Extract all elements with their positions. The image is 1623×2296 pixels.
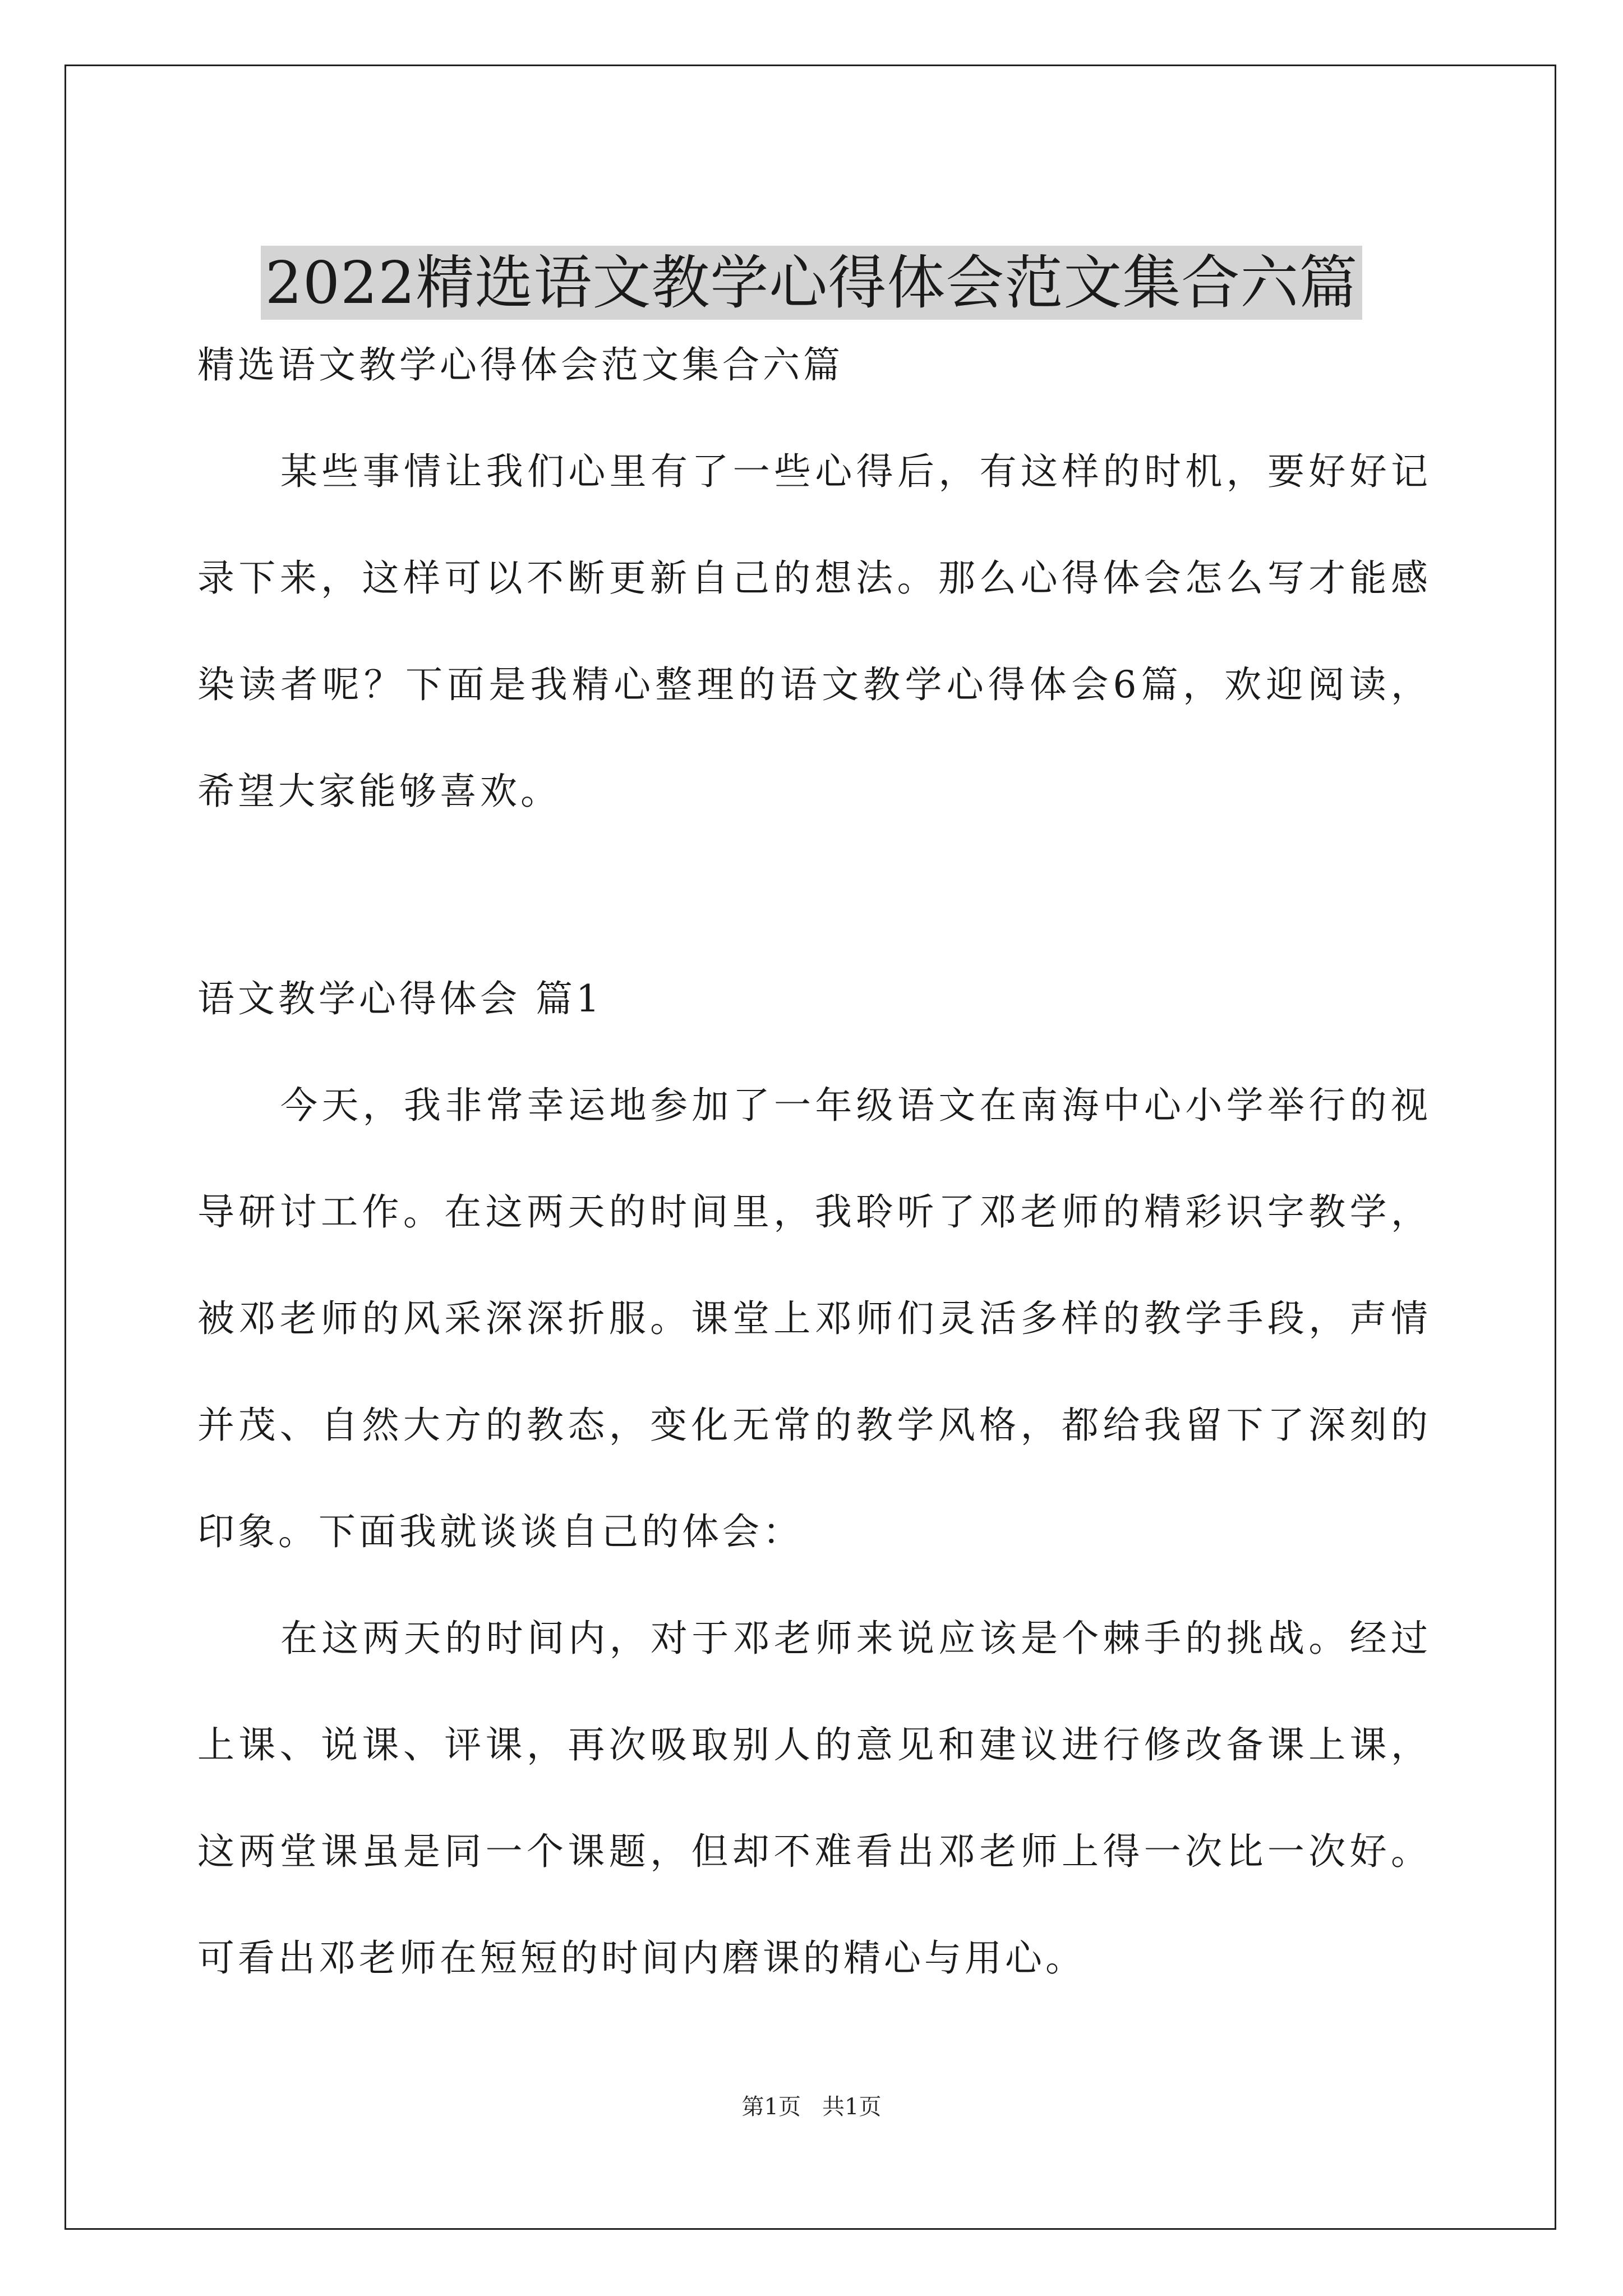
page-number-total: 共1页: [822, 2094, 882, 2120]
document-title: 2022精选语文教学心得体会范文集合六篇: [261, 246, 1363, 320]
page-number-current: 第1页: [741, 2094, 801, 2120]
document-body: [197, 312, 1431, 2012]
body-paragraph: 在这两天的时间内，对于邓老师来说应该是个棘手的挑战。经过上课、说课、评课，再次吸取别人的意见和建议进行修改备课上课，这两堂课虽是同一个课题，但却不难看出邓老师上得一次比一次好。可看出邓老师在短短的时间内磨课的精心与用心。: [197, 1617, 1431, 1980]
section-gap: [197, 845, 1431, 946]
body-paragraph: 今天，我非常幸运地参加了一年级语文在南海中心小学举行的视导研讨工作。在这两天的时间里，我聆听了邓老师的精彩识字教学，被邓老师的风采深深折服。课堂上邓师们灵活多样的教学手段，声情并茂、自然大方的教态，变化无常的教学风格，都给我留下了深刻的印象。下面我就谈谈自己的体会：: [197, 1084, 1431, 1553]
page-footer: [0, 2090, 1623, 2124]
document-subtitle: 精选语文教学心得体会范文集合六篇: [197, 343, 843, 386]
section-heading: 语文教学心得体会 篇1: [197, 977, 603, 1020]
intro-paragraph: 某些事情让我们心里有了一些心得后，有这样的时机，要好好记录下来，这样可以不断更新自己的想法。那么心得体会怎么写才能感染读者呢？下面是我精心整理的语文教学心得体会6篇，欢迎阅读，希望大家能够喜欢。: [197, 450, 1431, 813]
